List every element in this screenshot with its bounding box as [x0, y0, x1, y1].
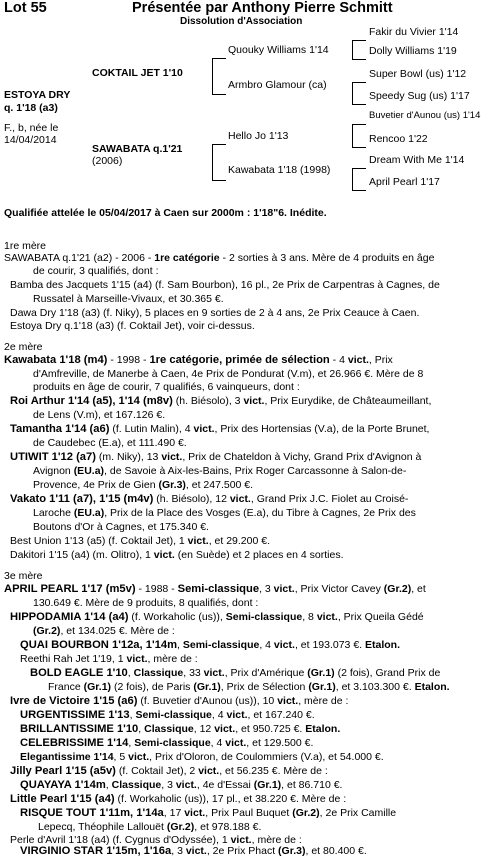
dam2-entry: Kawabata 1'18 (m4) - 1998 - 1re catégorie, primée de sélection - 4 vict., Prix — [4, 354, 393, 366]
produce-item-cont: Boutons d'Or à Cagnes, et 175.340 €. — [33, 521, 209, 533]
dam3-entry-cont: 130.649 €. Mère de 9 produits, 8 qualifiés, dont : — [33, 597, 259, 609]
section-title: 1re mère — [4, 240, 47, 252]
qualification: Qualifiée attelée le 05/04/2017 à Caen sur 2000m : 1'18"6. Inédite. — [4, 207, 327, 219]
produce-item-cont: Lepecq, Théophile Lallouët (Gr.2), et 978.188 €. — [38, 821, 262, 833]
ggs-1: Fakir du Vivier 1'14 — [369, 26, 459, 38]
dam1-entry: SAWABATA q.1'21 (a2) - 2006 - 1re catégorie - 2 sorties à 3 ans. Mère de 4 produits en âge — [4, 252, 435, 264]
produce-item: RISQUE TOUT 1'11m, 1'14a, 17 vict., Prix Paul Buquet (Gr.2), 2e Prix Camille — [20, 807, 397, 819]
connector — [212, 94, 226, 95]
produce-item: BOLD EAGLE 1'10, Classique, 33 vict., Prix d'Amérique (Gr.1) (2 fois), Grand Prix de — [30, 667, 441, 679]
dissolution-note: Dissolution d'Association — [180, 16, 303, 27]
section-title: 2e mère — [4, 341, 43, 353]
connector — [352, 82, 353, 104]
produce-item: QUAI BOURBON 1'12a, 1'14m, Semi-classique, 4 vict., et 193.073 €. Etalon. — [20, 639, 401, 651]
produce-item: Ivre de Victoire 1'15 (a6) (f. Buvetier d'Aunou (us)), 10 vict., mère de : — [10, 695, 349, 707]
connector — [352, 59, 366, 60]
ggs-2: Dolly Williams 1'19 — [369, 45, 457, 57]
connector — [212, 58, 213, 94]
connector — [352, 40, 353, 59]
produce-item-cont: (Gr.2), et 134.025 €. Mère de : — [33, 625, 175, 637]
produce-item-cont: de Lens (V.m), et 167.126 €. — [33, 409, 166, 421]
produce-item-cont: Provence, 4e Prix de Gien (Gr.3), et 247.500 €. — [33, 479, 254, 491]
produce-item: Perle d'Avril 1'18 (a4) (f. Cygnus d'Odyssée), 1 vict., mère de : — [10, 834, 302, 846]
ggs-3: Super Bowl (us) 1'12 — [369, 68, 467, 80]
produce-item-cont: Russatel à Marseille-Vivaux, et 30.365 €. — [33, 293, 224, 305]
ggs-5: Buvetier d'Aunou (us) 1'14 — [369, 110, 481, 121]
produce-item: Roi Arthur 1'14 (a5), 1'14 (m8v) (h. Biésolo), 3 vict., Prix Eurydike, de Châteaumeillant, — [10, 395, 432, 407]
produce-item: Bamba des Jacquets 1'15 (a4) (f. Sam Bourbon), 16 pl., 2e Prix de Carpentras à Cagnes, de — [10, 279, 440, 291]
produce-item-cont: Laroche (EU.a), Prix de la Place des Vosges (E.a), du Tibre à Cagnes, 2e Prix des — [33, 507, 416, 519]
produce-item: Best Union 1'13 (a5) (f. Coktail Jet), 1 vict., et 29.200 €. — [10, 535, 270, 547]
produce-item: Vakato 1'11 (a7), 1'15 (m4v) (h. Biésolo), 12 vict., Grand Prix J.C. Fiolet au Croisé- — [10, 493, 409, 505]
produce-item: Tamantha 1'14 (a6) (f. Lutin Malin), 4 vict., Prix des Hortensias (V.a), de la Porte Brunet, — [10, 423, 430, 435]
grandsire-2: Hello Jo 1'13 — [228, 130, 289, 142]
horse-age: q. 1'18 (a3) — [4, 102, 58, 114]
presenter: Présentée par Anthony Pierre Schmitt — [132, 0, 393, 16]
produce-item: VIRGINIO STAR 1'15m, 1'16a, 3 vict., 2e Prix Phact (Gr.3), et 80.400 €. — [20, 845, 367, 857]
connector — [212, 144, 226, 145]
produce-item: URGENTISSIME 1'13, Semi-classique, 4 vict., et 167.240 €. — [20, 709, 315, 721]
connector — [352, 124, 366, 125]
dam3-entry: APRIL PEARL 1'17 (m5v) - 1988 - Semi-classique, 3 vict., Prix Victor Cavey (Gr.2), et — [4, 583, 426, 595]
lot-number: Lot 55 — [4, 0, 47, 16]
produce-item: Elegantissime 1'14, 5 vict., Prix d'Oloron, de Coulommiers (V.a), et 54.000 €. — [20, 751, 384, 763]
granddam-2: Kawabata 1'18 (1998) — [228, 164, 331, 176]
horse-desc1: F., b, née le — [4, 122, 59, 134]
connector — [352, 168, 353, 190]
dam1-entry-cont: de courir, 3 qualifiés, dont : — [33, 265, 159, 277]
produce-item: Dawa Dry 1'18 (a3) (f. Niky), 5 places en 9 sorties de 2 à 4 ans, 2e Prix Ceauce à Caen. — [10, 307, 420, 319]
ggs-6: Rencoo 1'22 — [369, 133, 428, 145]
connector — [352, 168, 366, 169]
produce-item: UTIWIT 1'12 (a7) (m. Niky), 13 vict., Prix de Chateldon à Vichy, Grand Prix d'Avignon à — [10, 451, 422, 463]
connector — [352, 40, 366, 41]
connector — [352, 190, 366, 191]
produce-item-cont: Avignon (EU.a), de Savoie à Aix-les-Bains, Prix Roger Carcassonne à Salon-de- — [33, 465, 407, 477]
produce-item: Estoya Dry q.1'18 (a3) (f. Coktail Jet), voir ci-dessus. — [10, 320, 255, 332]
dam-year: (2006) — [92, 155, 123, 167]
connector — [212, 58, 226, 59]
dam2-entry-cont: produits en âge de courir, 7 qualifiés, 6 vainqueurs, dont : — [33, 381, 300, 393]
connector — [352, 82, 366, 83]
produce-item: HIPPODAMIA 1'14 (a4) (f. Workaholic (us)), Semi-classique, 8 vict., Prix Queila Gédé — [10, 611, 424, 623]
produce-item: CELEBRISSIME 1'14, Semi-classique, 4 vict., et 129.500 €. — [20, 737, 314, 749]
produce-item: Little Pearl 1'15 (a4) (f. Workaholic (us)), 17 pl., et 38.220 €. Mère de : — [10, 793, 347, 805]
horse-name: ESTOYA DRY — [4, 89, 71, 101]
connector — [212, 144, 213, 180]
connector — [352, 104, 366, 105]
ggs-4: Speedy Sug (us) 1'17 — [369, 90, 470, 102]
granddam-1: Armbro Glamour (ca) — [228, 79, 327, 91]
ggs-7: Dream With Me 1'14 — [369, 154, 465, 166]
produce-item: Dakitori 1'15 (a4) (m. Olitro), 1 vict. (en Suède) et 2 places en 4 sorties. — [10, 549, 344, 561]
connector — [212, 180, 226, 181]
connector — [352, 124, 353, 147]
horse-desc2: 14/04/2014 — [4, 134, 57, 146]
sire: COKTAIL JET 1'10 — [92, 67, 183, 79]
dam: SAWABATA q.1'21 — [92, 143, 183, 155]
produce-item-cont: France (Gr.1) (2 fois), de Paris (Gr.1), Prix de Sélection (Gr.1), et 3.103.300 €. Etalon. — [48, 681, 450, 693]
produce-item: BRILLANTISSIME 1'10, Classique, 12 vict., et 950.725 €. Etalon. — [20, 723, 341, 735]
produce-item: Reethi Rah Jet 1'19, 1 vict., mère de : — [20, 653, 198, 665]
dam2-entry-cont: d'Amfreville, de Manerbe à Caen, 4e Prix de Pondurat (V.m), et 26.966 €. Mère de 8 — [33, 368, 424, 380]
produce-item: QUAYAYA 1'14m, Classique, 3 vict., 4e d'Essai (Gr.1), et 86.710 €. — [20, 779, 343, 791]
connector — [352, 147, 366, 148]
produce-item-cont: de Caudebec (E.a), et 111.490 €. — [33, 437, 187, 449]
produce-item: Jilly Pearl 1'15 (a5v) (f. Coktail Jet), 2 vict., et 56.235 €. Mère de : — [10, 765, 328, 777]
section-title: 3e mère — [4, 570, 43, 582]
grandsire-1: Quouky Williams 1'14 — [228, 44, 329, 56]
ggs-8: April Pearl 1'17 — [369, 176, 440, 188]
